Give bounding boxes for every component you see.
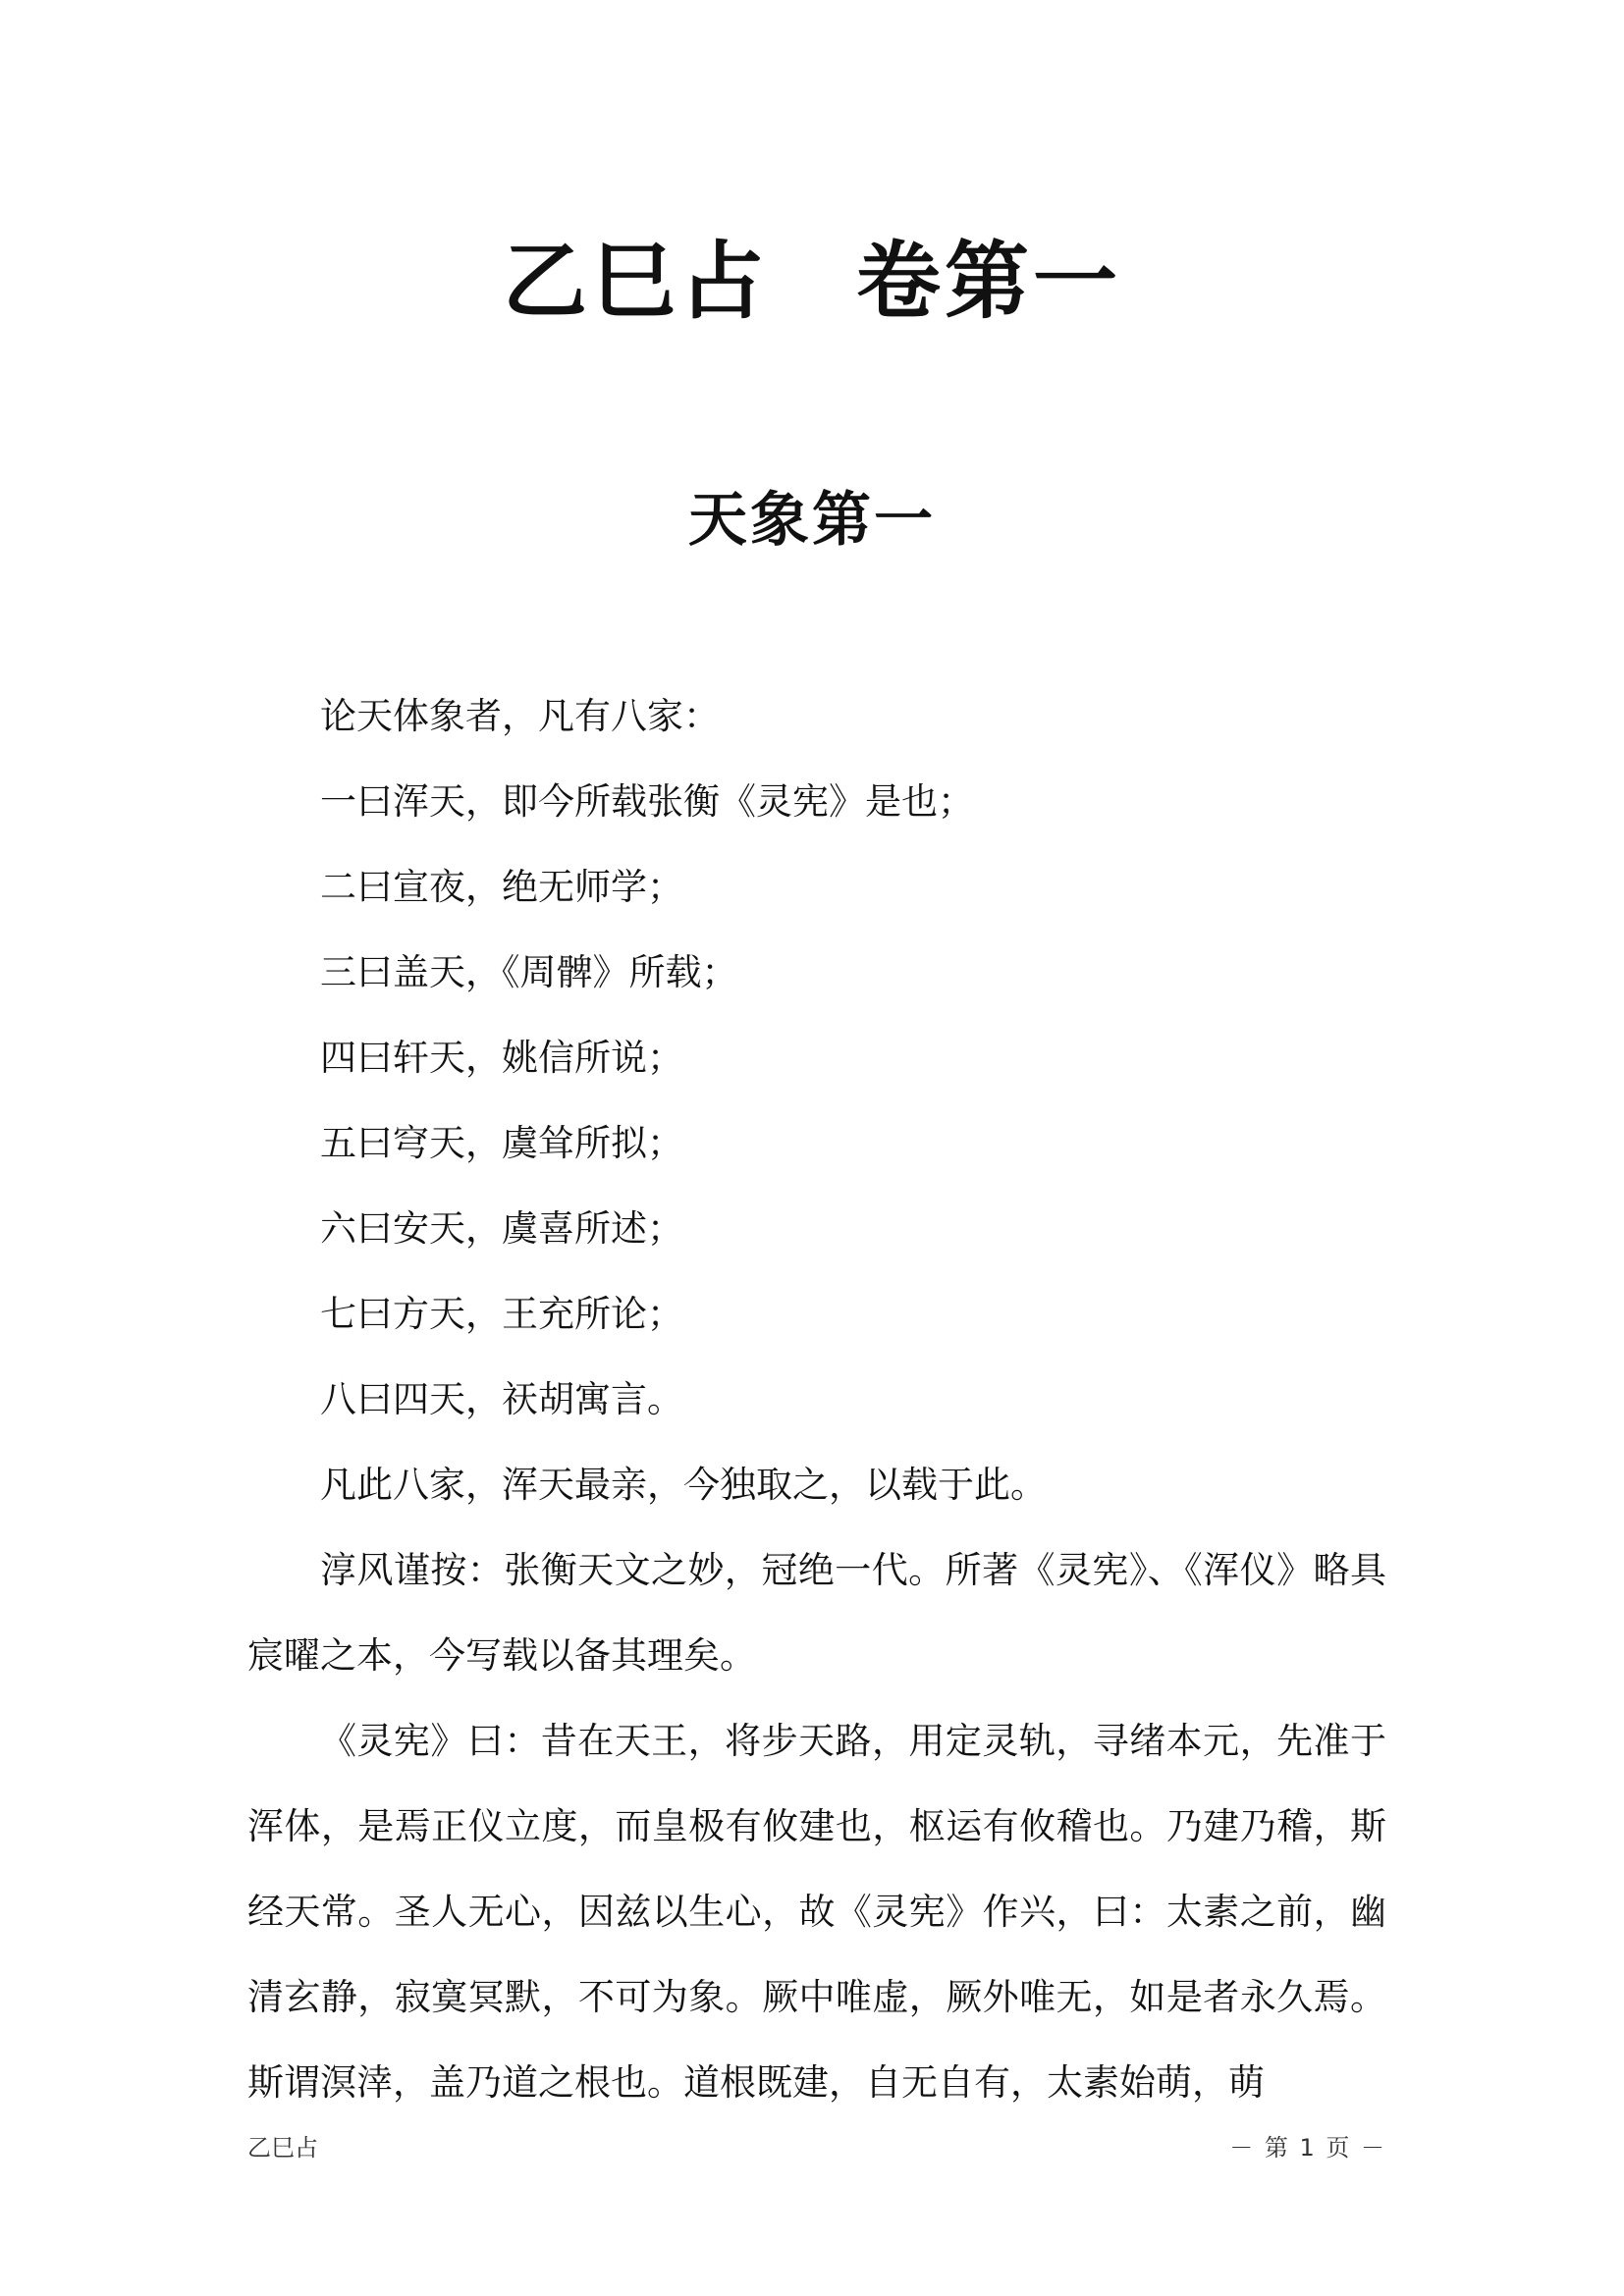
paragraph: 论天体象者，凡有八家： bbox=[320, 695, 720, 737]
paragraph: 二曰宣夜，绝无师学； bbox=[320, 866, 683, 908]
footer-page-number: － 第 1 页 － bbox=[1229, 2134, 1386, 2162]
body-text bbox=[247, 673, 1386, 2125]
paragraph: 凡此八家，浑天最亲，今独取之，以载于此。 bbox=[320, 1464, 1047, 1506]
paragraph: 三曰盖天，《周髀》所载； bbox=[320, 951, 738, 993]
paragraph: 四曰轩天，姚信所说； bbox=[320, 1037, 683, 1079]
paragraph: 八曰四天，祆胡寓言。 bbox=[320, 1378, 683, 1420]
paragraph: 《灵宪》曰：昔在天王，将步天路，用定灵轨，寻绪本元，先准于浑体，是焉正仪立度，而皇极有攸建也，枢运有攸稽也。乃建乃稽，斯经天常。圣人无心，因兹以生心，故《灵宪》作兴，曰：太素之前，幽清玄静，寂寞冥默，不可为象。厥中唯虚，厥外唯无，如是者永久焉。斯谓溟涬，盖乃道之根也。道根既建，自无自有，太素始萌，萌 bbox=[247, 1720, 1386, 2104]
paragraph: 一曰浑天，即今所载张衡《灵宪》是也； bbox=[320, 780, 974, 823]
paragraph: 七曰方天，王充所论； bbox=[320, 1293, 683, 1335]
paragraph: 淳风谨按：张衡天文之妙，冠绝一代。所著《灵宪》、《浑仪》略具宸曜之本，今写载以备其理矣。 bbox=[247, 1549, 1386, 1677]
book-title: 乙巳占 卷第一 bbox=[503, 232, 1121, 331]
footer-book-name: 乙巳占 bbox=[247, 2134, 318, 2162]
paragraph: 六曰安天，虞喜所述； bbox=[320, 1207, 683, 1250]
chapter-title: 天象第一 bbox=[688, 486, 936, 555]
paragraph: 五曰穹天，虞耸所拟； bbox=[320, 1122, 683, 1164]
